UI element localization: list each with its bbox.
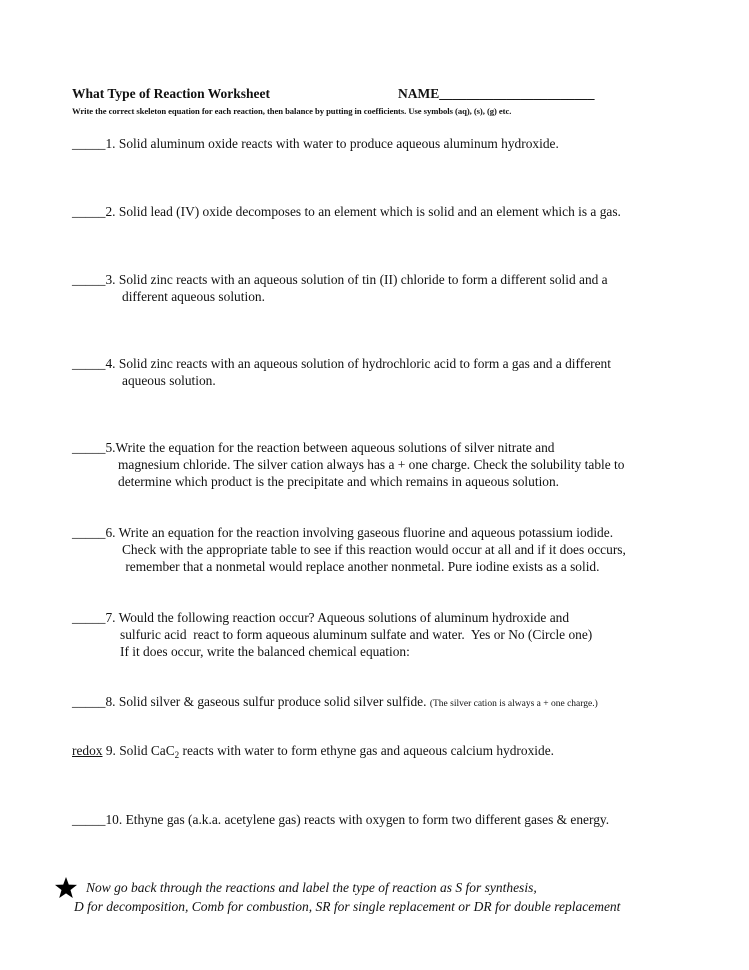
instructions: Write the correct skeleton equation for each reaction, then balance by putting in coefficients. Use symbols (aq), (s), (g) etc. — [72, 106, 512, 116]
question-text: reacts with water to form ethyne gas and aqueous calcium hydroxide. — [179, 743, 554, 758]
worksheet-title: What Type of Reaction Worksheet — [72, 86, 270, 101]
answer-blank: _____ — [72, 610, 106, 625]
question-5 — [72, 439, 624, 490]
answer-blank: _____ — [72, 694, 106, 709]
question-text: 3. Solid zinc reacts with an aqueous solution of tin (II) chloride to form a different solid and a — [105, 272, 608, 287]
question-4 — [72, 355, 611, 389]
question-text: If it does occur, write the balanced chemical equation: — [120, 644, 410, 659]
footer-line-2: D for decomposition, Comb for combustion, SR for single replacement or DR for double replacement — [74, 899, 621, 914]
question-9 — [72, 742, 554, 759]
question-3 — [72, 271, 608, 305]
star-icon — [54, 876, 78, 900]
question-text: 8. Solid silver & gaseous sulfur produce solid silver sulfide. — [105, 694, 427, 709]
question-text: 2. Solid lead (IV) oxide decomposes to an element which is solid and an element which is a gas. — [105, 204, 621, 219]
question-text: determine which product is the precipitate and which remains in aqueous solution. — [118, 474, 560, 489]
question-2 — [72, 203, 621, 220]
answer-blank: _____ — [72, 525, 106, 540]
answer-blank: _____ — [72, 812, 106, 827]
subscript: 2 — [174, 750, 180, 760]
redox-label: redox — [72, 743, 103, 758]
footer-note — [56, 878, 620, 916]
answer-blank: _____ — [72, 272, 106, 287]
question-text: 10. Ethyne gas (a.k.a. acetylene gas) reacts with oxygen to form two different gases & energy. — [105, 812, 610, 827]
question-text: remember that a nonmetal would replace another nonmetal. Pure iodine exists as a solid. — [122, 559, 600, 574]
answer-blank: _____ — [72, 356, 106, 371]
answer-blank: _____ — [72, 204, 106, 219]
question-text: 4. Solid zinc reacts with an aqueous solution of hydrochloric acid to form a gas and a different — [105, 356, 611, 371]
question-text: different aqueous solution. — [122, 289, 265, 304]
name-field: NAME_______________________ — [398, 86, 595, 101]
question-text: 7. Would the following reaction occur? Aqueous solutions of aluminum hydroxide and — [105, 610, 570, 625]
question-text: 6. Write an equation for the reaction involving gaseous fluorine and aqueous potassium iodide. — [105, 525, 614, 540]
question-1 — [72, 135, 559, 152]
question-10 — [72, 811, 609, 828]
question-text: magnesium chloride. The silver cation always has a + one charge. Check the solubility table to — [118, 457, 625, 472]
question-8 — [72, 693, 598, 713]
question-6 — [72, 524, 626, 575]
question-text: 5.Write the equation for the reaction between aqueous solutions of silver nitrate and — [105, 440, 555, 455]
footer-line-1: Now go back through the reactions and label the type of reaction as S for synthesis, — [86, 880, 537, 895]
question-text: Check with the appropriate table to see if this reaction would occur at all and if it does occurs, — [122, 542, 626, 557]
question-note: (The silver cation is always a + one charge.) — [429, 699, 598, 709]
answer-blank: _____ — [72, 440, 106, 455]
question-text: 1. Solid aluminum oxide reacts with water to produce aqueous aluminum hydroxide. — [105, 136, 559, 151]
question-text: sulfuric acid react to form aqueous aluminum sulfate and water. Yes or No (Circle one) — [120, 627, 593, 642]
question-text: 9. Solid CaC — [102, 743, 175, 758]
worksheet-header — [72, 86, 595, 102]
question-text: aqueous solution. — [122, 373, 216, 388]
question-7 — [72, 609, 592, 660]
answer-blank: _____ — [72, 136, 106, 151]
